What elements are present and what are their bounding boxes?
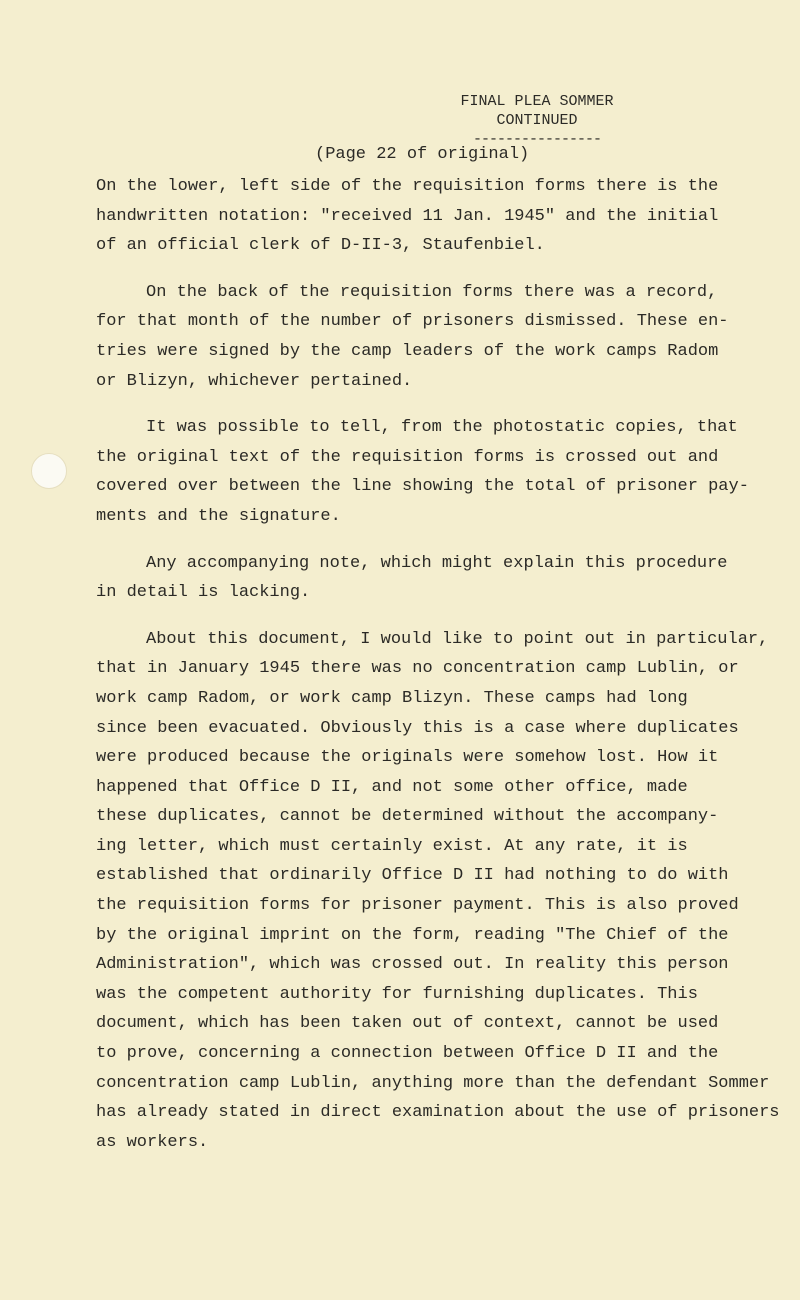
text-line: tries were signed by the camp leaders of the work camps Radom xyxy=(96,341,719,361)
header-title: FINAL PLEA SOMMER xyxy=(460,93,614,110)
text-line: work camp Radom, or work camp Blizyn. These camps had long xyxy=(96,688,688,708)
text-line: document, which has been taken out of context, cannot be used xyxy=(96,1014,719,1034)
text-line: was the competent authority for furnishing duplicates. This xyxy=(96,984,698,1004)
text-line: About this document, I would like to point out in particular, xyxy=(146,629,769,649)
document-body xyxy=(96,172,786,1174)
paragraph xyxy=(96,172,786,261)
paragraph xyxy=(96,413,786,531)
text-line: that in January 1945 there was no concentration camp Lublin, or xyxy=(96,659,739,679)
text-line: Any accompanying note, which might explain this procedure xyxy=(146,553,728,573)
text-line: On the back of the requisition forms there was a record, xyxy=(146,282,718,302)
paragraph xyxy=(96,625,786,1158)
text-line: by the original imprint on the form, reading "The Chief of the xyxy=(96,925,729,945)
text-line: It was possible to tell, from the photostatic copies, that xyxy=(146,418,738,438)
header-subtitle: CONTINUED xyxy=(496,112,578,129)
text-line: to prove, concerning a connection between Office D II and the xyxy=(96,1044,719,1064)
text-line: On the lower, left side of the requisition forms there is the xyxy=(96,177,719,196)
text-line: covered over between the line showing the total of prisoner pay- xyxy=(96,477,749,497)
text-line: established that ordinarily Office D II had nothing to do with xyxy=(96,866,729,886)
text-line: the requisition forms for prisoner payment. This is also proved xyxy=(96,896,739,916)
text-line: Administration", which was crossed out. In reality this person xyxy=(96,955,729,975)
text-line: since been evacuated. Obviously this is a case where duplicates xyxy=(96,718,739,738)
header-rule: ---------------- xyxy=(472,131,602,148)
paragraph xyxy=(96,549,786,608)
punch-hole xyxy=(31,453,67,489)
text-line: or Blizyn, whichever pertained. xyxy=(96,371,413,391)
page-reference: (Page 22 of original) xyxy=(315,145,530,164)
text-line: were produced because the originals were somehow lost. How it xyxy=(96,748,719,768)
text-line: handwritten notation: "received 11 Jan. 1945" and the initial xyxy=(96,206,719,226)
text-line: for that month of the number of prisoners dismissed. These en- xyxy=(96,312,729,332)
text-line: ments and the signature. xyxy=(96,506,341,526)
text-line: in detail is lacking. xyxy=(96,583,311,603)
text-line: concentration camp Lublin, anything more than the defendant Sommer xyxy=(96,1073,770,1093)
document-header xyxy=(452,92,622,149)
text-line: these duplicates, cannot be determined without the accompany- xyxy=(96,807,719,827)
text-line: as workers. xyxy=(96,1132,209,1152)
text-line: the original text of the requisition forms is crossed out and xyxy=(96,447,719,467)
text-line: has already stated in direct examination about the use of prisoners xyxy=(96,1103,780,1123)
text-line: of an official clerk of D-II-3, Staufenbiel. xyxy=(96,236,545,256)
text-line: ing letter, which must certainly exist. At any rate, it is xyxy=(96,836,688,856)
paragraph xyxy=(96,278,786,396)
text-line: happened that Office D II, and not some other office, made xyxy=(96,777,688,797)
